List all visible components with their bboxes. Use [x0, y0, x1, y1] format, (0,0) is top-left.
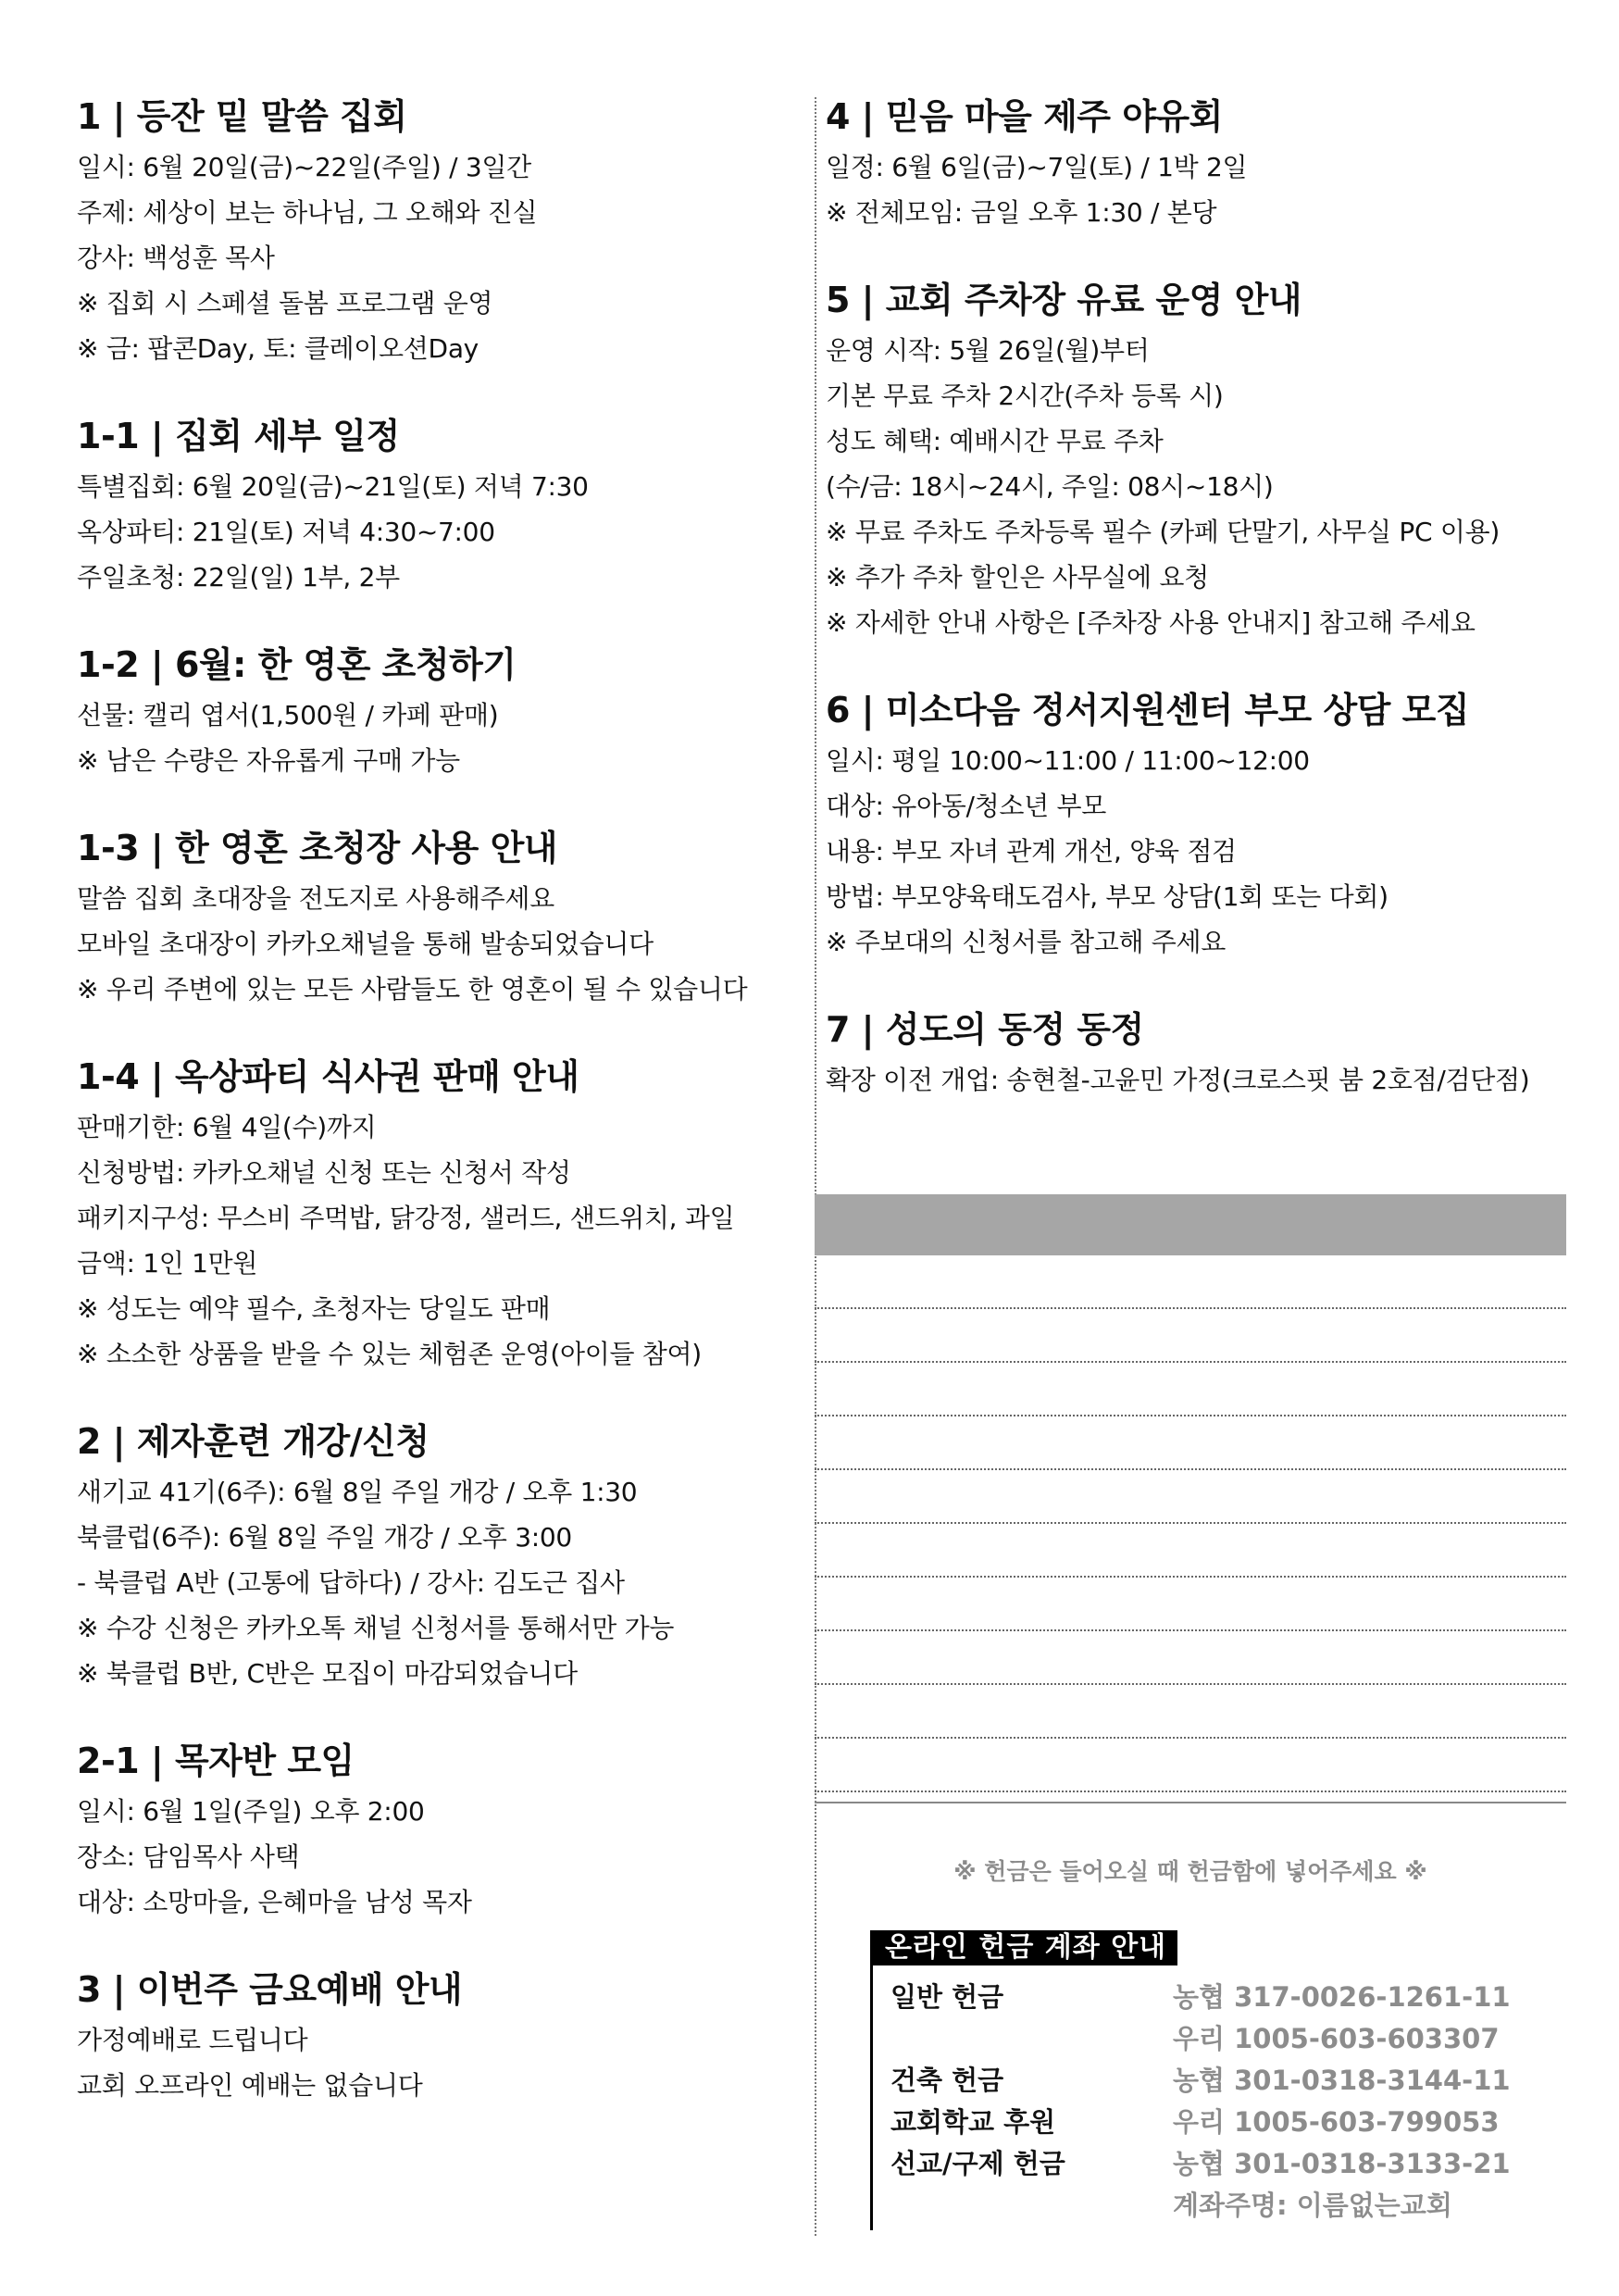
section-line: 가정예배로 드립니다: [77, 2025, 308, 2055]
account-holder: 계좌주명: 이름없는교회: [1173, 2190, 1452, 2221]
section-line: ※ 자세한 안내 사항은 [주차장 사용 안내지] 참고해 주세요: [826, 607, 1476, 638]
section-line: ※ 집회 시 스페셜 돌봄 프로그램 운영: [77, 288, 493, 318]
announcement-section: [77, 824, 808, 1012]
account-label: 교회학교 후원: [890, 2106, 1056, 2138]
section-title: 1-3 | 한 영혼 초청장 사용 안내: [77, 828, 557, 868]
section-title: 1 | 등잔 밑 말씀 집회: [77, 96, 407, 137]
section-line: ※ 수강 신청은 카카오톡 채널 신청서를 통해서만 가능: [77, 1613, 675, 1643]
section-line: 선물: 캘리 엽서(1,500원 / 카페 판매): [77, 700, 499, 730]
memo-area: [815, 1194, 1566, 1803]
online-offering-side-rule: [870, 1962, 873, 2230]
section-title: 7 | 성도의 동정 동정: [826, 1009, 1144, 1050]
section-line: 기본 무료 주차 2시간(주차 등록 시): [826, 381, 1224, 411]
announcement-section: [826, 686, 1566, 965]
online-offering-box: [870, 1930, 1537, 2240]
section-line: 장소: 담임목사 사택: [77, 1841, 300, 1872]
account-label: 건축 헌금: [890, 2065, 1004, 2096]
column-divider: [815, 97, 816, 2236]
section-line: ※ 금: 팝콘Day, 토: 클레이오션Day: [77, 333, 479, 364]
section-line: 말씀 집회 초대장을 전도지로 사용해주세요: [77, 883, 554, 914]
announcement-section: [826, 276, 1566, 645]
account-number: 우리 1005-603-603307: [1173, 2023, 1500, 2054]
section-line: 대상: 소망마을, 은혜마을 남성 목자: [77, 1887, 472, 1917]
section-line: ※ 주보대의 신청서를 참고해 주세요: [826, 927, 1227, 957]
section-line: ※ 추가 주차 할인은 사무실에 요청: [826, 562, 1209, 593]
left-column: [77, 93, 808, 2149]
announcement-section: [77, 1053, 808, 1377]
announcement-section: [77, 1417, 808, 1696]
section-line: ※ 무료 주차도 주차등록 필수 (카페 단말기, 사무실 PC 이용): [826, 517, 1500, 547]
section-line: 판매기한: 6월 4일(수)까지: [77, 1112, 377, 1142]
announcement-section: [826, 93, 1566, 235]
account-label: 선교/구제 헌금: [890, 2148, 1065, 2179]
section-line: 강사: 백성훈 목사: [77, 243, 275, 273]
section-line: - 북클럽 A반 (고통에 답하다) / 강사: 김도근 집사: [77, 1567, 625, 1598]
section-line: 일시: 평일 10:00~11:00 / 11:00~12:00: [826, 745, 1310, 776]
memo-line: [815, 1363, 1566, 1416]
online-offering-title: 온라인 헌금 계좌 안내: [870, 1930, 1177, 1965]
section-line: ※ 북클럽 B반, C반은 모집이 마감되었습니다: [77, 1658, 578, 1689]
announcement-section: [77, 1737, 808, 1925]
announcement-section: [77, 641, 808, 783]
memo-line: [815, 1685, 1566, 1739]
section-line: 방법: 부모양육태도검사, 부모 상담(1회 또는 다회): [826, 881, 1389, 912]
section-title: 2-1 | 목자반 모임: [77, 1741, 355, 1781]
section-line: 일시: 6월 1일(주일) 오후 2:00: [77, 1796, 425, 1827]
section-line: ※ 우리 주변에 있는 모든 사람들도 한 영혼이 될 수 있습니다: [77, 974, 748, 1004]
section-title: 5 | 교회 주차장 유료 운영 안내: [826, 280, 1301, 320]
right-column: [826, 93, 1566, 1143]
account-number: 농협 301-0318-3133-21: [1173, 2148, 1511, 2179]
account-number: 농협 317-0026-1261-11: [1173, 1981, 1511, 2013]
memo-line: [815, 1578, 1566, 1631]
memo-line: [815, 1255, 1566, 1309]
section-line: 특별집회: 6월 20일(금)~21일(토) 저녁 7:30: [77, 471, 589, 502]
section-title: 3 | 이번주 금요예배 안내: [77, 1969, 463, 2010]
section-line: 주제: 세상이 보는 하나님, 그 오해와 진실: [77, 197, 538, 228]
section-line: 운영 시작: 5월 26일(월)부터: [826, 335, 1150, 366]
memo-line: [815, 1309, 1566, 1363]
section-line: 일시: 6월 20일(금)~22일(주일) / 3일간: [77, 152, 531, 182]
announcement-section: [77, 412, 808, 600]
section-line: (수/금: 18시~24시, 주일: 08시~18시): [826, 471, 1274, 502]
section-line: 내용: 부모 자녀 관계 개선, 양육 점검: [826, 836, 1237, 867]
memo-line: [815, 1631, 1566, 1685]
section-line: 성도 혜택: 예배시간 무료 주차: [826, 426, 1164, 456]
account-number: 우리 1005-603-799053: [1173, 2106, 1500, 2138]
section-line: 주일초청: 22일(일) 1부, 2부: [77, 562, 400, 593]
memo-bottom-rule: [815, 1792, 1566, 1803]
section-title: 2 | 제자훈련 개강/신청: [77, 1421, 430, 1462]
section-line: 확장 이전 개업: 송현철-고윤민 가정(크로스핏 붐 2호점/검단점): [826, 1065, 1530, 1095]
memo-line: [815, 1739, 1566, 1792]
section-line: 신청방법: 카카오채널 신청 또는 신청서 작성: [77, 1157, 571, 1188]
section-title: 4 | 믿음 마을 제주 야유회: [826, 96, 1223, 137]
announcement-section: [826, 1005, 1566, 1103]
section-title: 6 | 미소다음 정서지원센터 부모 상담 모집: [826, 690, 1470, 730]
section-title: 1-2 | 6월: 한 영혼 초청하기: [77, 644, 517, 685]
section-line: 금액: 1인 1만원: [77, 1248, 258, 1279]
section-line: 대상: 유아동/청소년 부모: [826, 791, 1106, 821]
announcement-section: [77, 93, 808, 371]
section-line: 북클럽(6주): 6월 8일 주일 개강 / 오후 3:00: [77, 1522, 572, 1553]
section-line: ※ 남은 수량은 자유롭게 구매 가능: [77, 745, 460, 776]
account-label: 일반 헌금: [890, 1981, 1004, 2013]
section-line: 옥상파티: 21일(토) 저녁 4:30~7:00: [77, 517, 495, 547]
memo-line: [815, 1524, 1566, 1578]
section-line: 일정: 6월 6일(금)~7일(토) / 1박 2일: [826, 152, 1248, 182]
section-line: 모바일 초대장이 카카오채널을 통해 발송되었습니다: [77, 929, 654, 959]
section-line: ※ 성도는 예약 필수, 초청자는 당일도 판매: [77, 1293, 551, 1324]
section-title: 1-1 | 집회 세부 일정: [77, 416, 400, 456]
announcement-section: [77, 1965, 808, 2108]
memo-line: [815, 1416, 1566, 1470]
memo-line: [815, 1470, 1566, 1524]
memo-header-bar: [815, 1194, 1566, 1255]
offering-note: ※ 헌금은 들어오실 때 헌금함에 넣어주세요 ※: [953, 1858, 1427, 1885]
section-line: ※ 전체모임: 금일 오후 1:30 / 본당: [826, 197, 1217, 228]
account-number: 농협 301-0318-3144-11: [1173, 2065, 1511, 2096]
section-line: 교회 오프라인 예배는 없습니다: [77, 2070, 423, 2101]
section-line: 새기교 41기(6주): 6월 8일 주일 개강 / 오후 1:30: [77, 1477, 638, 1507]
section-line: ※ 소소한 상품을 받을 수 있는 체험존 운영(아이들 참여): [77, 1339, 702, 1369]
section-title: 1-4 | 옥상파티 식사권 판매 안내: [77, 1056, 579, 1097]
section-line: 패키지구성: 무스비 주먹밥, 닭강정, 샐러드, 샌드위치, 과일: [77, 1203, 735, 1233]
